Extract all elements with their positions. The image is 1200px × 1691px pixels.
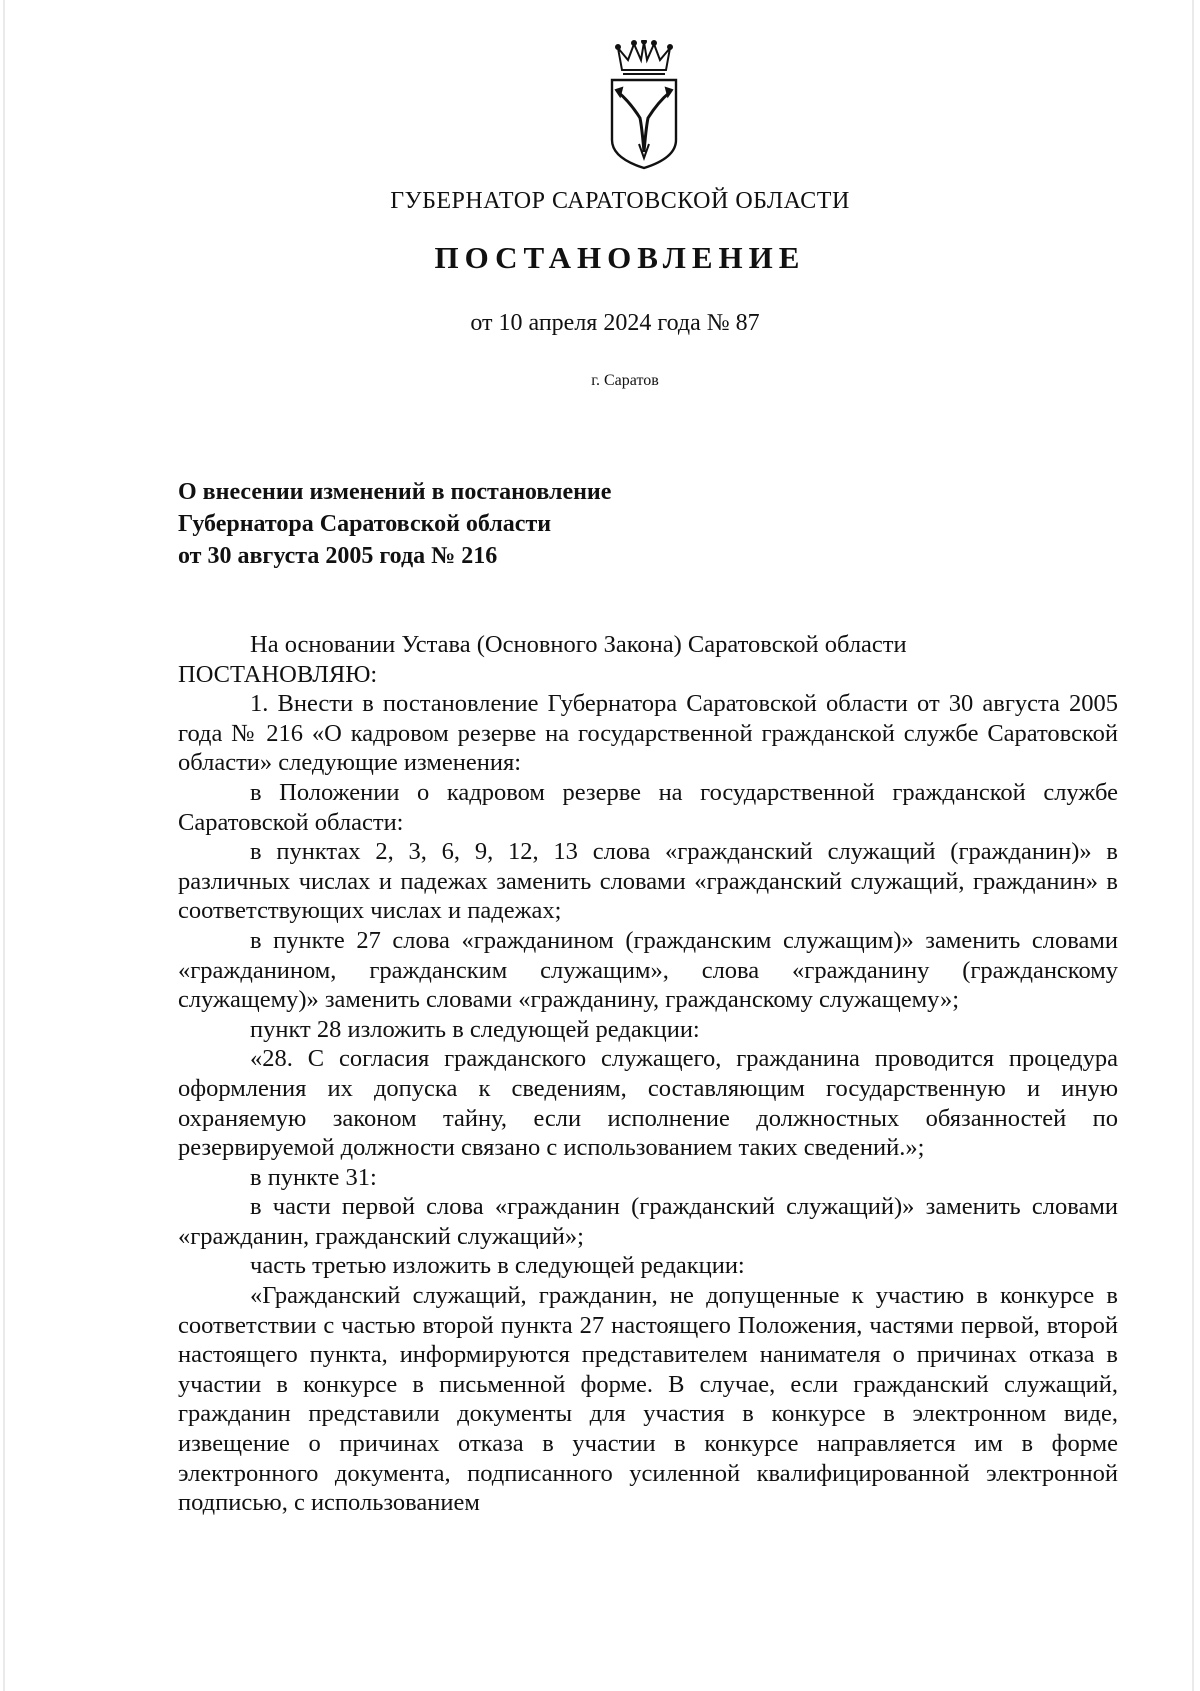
body-paragraph: пункт 28 изложить в следующей редакции: bbox=[250, 1015, 700, 1043]
document-title bbox=[178, 476, 778, 572]
document-city: г. Саратов bbox=[591, 372, 659, 389]
body-paragraph: в части первой слова «гражданин (гражданский служащий)» заменить словами «гражданин, гражданский служащий»; bbox=[178, 1193, 1118, 1250]
body-paragraph: в Положении о кадровом резерве на государственной гражданской службе Саратовской области: bbox=[178, 778, 1118, 836]
title-line: Губернатора Саратовской области bbox=[178, 511, 552, 537]
body-paragraph: ПОСТАНОВЛЯЮ: bbox=[178, 660, 378, 688]
title-line: О внесении изменений в постановление bbox=[178, 479, 612, 505]
body-paragraph: На основании Устава (Основного Закона) Саратовской области bbox=[250, 631, 907, 658]
saratov-coat-of-arms-icon bbox=[608, 40, 680, 170]
body-paragraph: «28. С согласия гражданского служащего, гражданина проводится процедура оформления их допуска к сведениям, составляющим государственную и иную охраняемую законом тайну, если исполнение должностных обязанностей по резервируемой должности связано с использованием таких сведений.»; bbox=[178, 1045, 1118, 1162]
issuing-authority: ГУБЕРНАТОР САРАТОВСКОЙ ОБЛАСТИ bbox=[390, 188, 850, 214]
body-paragraph: часть третью изложить в следующей редакции: bbox=[250, 1252, 745, 1280]
document-date-number: от 10 апреля 2024 года № 87 bbox=[470, 310, 760, 336]
body-paragraph: в пункте 27 слова «гражданином (гражданским служащим)» заменить словами «гражданином, гражданским служащим», слова «гражданину (гражданскому служащему)» заменить словами «гражданину, гражданскому служащему»; bbox=[178, 926, 1118, 1014]
body-paragraph: в пунктах 2, 3, 6, 9, 12, 13 слова «гражданский служащий (гражданин)» в различных числах и падежах заменить словами «гражданский служащий, гражданин» в соответствующих числах и падежах; bbox=[178, 838, 1118, 925]
body-paragraph: в пункте 31: bbox=[250, 1163, 377, 1191]
body-paragraph: 1. Внести в постановление Губернатора Саратовской области от 30 августа 2005 года № 216 «О кадровом резерве на государственной гражданской службе Саратовской области» следующие изменения: bbox=[178, 690, 1118, 777]
document-body bbox=[178, 630, 1118, 1518]
body-paragraph: «Гражданский служащий, гражданин, не допущенные к участию в конкурсе в соответствии с частью второй пункта 27 настоящего Положения, частями первой, второй настоящего пункта, информируются представителем нанимателя о причинах отказа в участии в конкурсе в письменной форме. В случае, если гражданский служащий, гражданин представили документы для участия в конкурсе в электронном виде, извещение о причинах отказа в участии в конкурсе направляется им в форме электронного документа, подписанного усиленной квалифицированной электронной подписью, с использованием bbox=[178, 1282, 1118, 1517]
document-type: ПОСТАНОВЛЕНИЕ bbox=[434, 240, 806, 275]
title-line: от 30 августа 2005 года № 216 bbox=[178, 543, 498, 569]
